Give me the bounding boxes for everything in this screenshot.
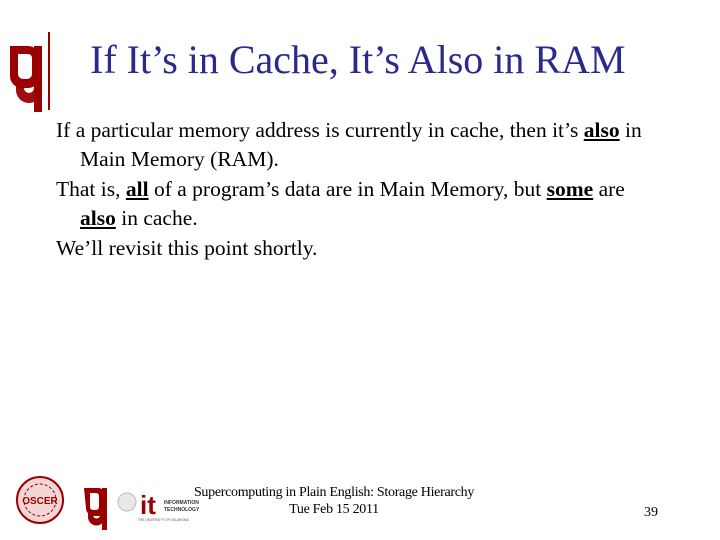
ou-footer-logo — [84, 488, 107, 530]
body-paragraph — [56, 234, 666, 263]
title-divider — [48, 32, 50, 110]
oscer-logo-text: OSCER — [22, 496, 58, 507]
body-text: We’ll revisit this point shortly. — [56, 235, 318, 260]
it-logo-sub: THE UNIVERSITY OF OKLAHOMA — [138, 518, 189, 522]
footer-caption — [184, 485, 484, 519]
ou-logo — [6, 40, 50, 112]
page-number: 39 — [644, 505, 658, 520]
body-text: of a program’s data are in Main Memory, but — [148, 176, 547, 201]
it-logo-line1: INFORMATION — [164, 500, 199, 506]
body-text: in Main Memory (RAM). — [80, 118, 642, 172]
body-paragraph — [56, 116, 666, 175]
body-paragraph — [56, 175, 666, 234]
oscer-logo — [17, 477, 63, 523]
body-text: are — [593, 176, 625, 201]
body-text: That is, — [56, 176, 126, 201]
it-logo-line2: TECHNOLOGY — [164, 507, 200, 513]
footer-date: Tue Feb 15 2011 — [289, 501, 379, 517]
emphasis-text: some — [546, 176, 594, 201]
body-text: in cache. — [115, 206, 198, 231]
slide-body — [56, 116, 666, 263]
emphasis-text: also — [80, 206, 116, 231]
footer-course-title: Supercomputing in Plain English: Storage Hierarchy — [193, 485, 475, 500]
emphasis-text: all — [125, 176, 149, 201]
body-text: If a particular memory address is currently in cache, then it’s — [56, 118, 584, 142]
it-logo-mark: it — [140, 490, 156, 520]
footer-logos — [14, 474, 204, 530]
slide-title: If It’s in Cache, It’s Also in RAM — [90, 37, 626, 82]
emphasis-text: also — [583, 118, 620, 142]
